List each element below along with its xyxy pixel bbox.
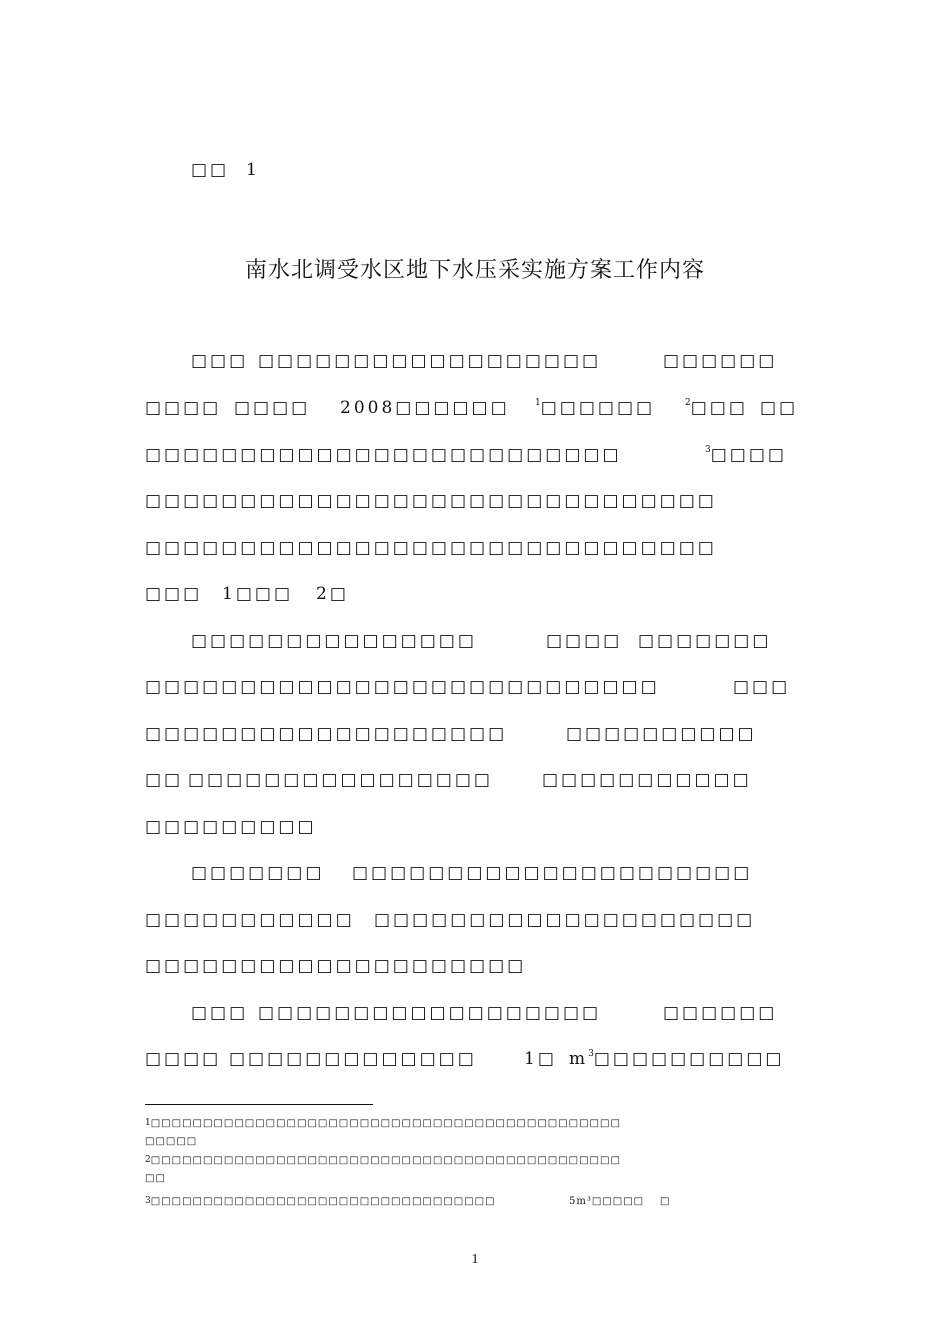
body-line: □□□□□□□□□□□□□□□□□□ — [258, 1003, 602, 1023]
body-line: □□□ — [145, 584, 203, 604]
body-line: □□□□□□ — [663, 1003, 778, 1023]
body-line: $^2$□□□ — [685, 398, 748, 418]
footnote-ref-1: 1 — [535, 398, 541, 408]
body-line: □□□□□□□□□□□□□□□□□□□□□ — [352, 863, 753, 883]
footnote-3-end: □ — [660, 1196, 671, 1207]
footnote-separator — [145, 1104, 373, 1105]
body-line: □□□□ — [145, 398, 222, 418]
body-line: □□□□□□□□□□□□□□□□□□□□ — [374, 910, 756, 930]
annex-number: 1 — [246, 160, 260, 180]
body-line: □□□□□□□□□□□□□□□□□□□□□□□□□□□ — [145, 677, 660, 697]
body-line: □□□□□□□□□□□□□ — [229, 1049, 477, 1069]
body-line: □□□□ — [546, 631, 623, 651]
page-number: 1 — [471, 1252, 479, 1267]
body-line: □□□ — [191, 1003, 249, 1023]
body-line: $^3$□□□□ — [705, 445, 787, 465]
body-line: 2□ — [316, 584, 349, 604]
body-line: $^1$□□□□□□ — [535, 398, 656, 418]
body-line: □□ — [145, 770, 184, 790]
body-line: □□□□□□□ — [191, 863, 325, 883]
body-line: □□□□□□□□□□□□□□□□□□□□□□□□□□□□□□ — [145, 491, 717, 511]
body-line: □□□□□□□□□□ — [566, 724, 757, 744]
footnote-3: 3□□□□□□□□□□□□□□□□□□□□□□□□□□□□□□□□□ — [145, 1196, 496, 1207]
body-line: □□□□□□□□□□□□□□□□□□□□□□□□□ — [145, 445, 622, 465]
document-title: 南水北调受水区地下水压采实施方案工作内容 — [244, 258, 705, 283]
body-line: □□□□□□□□□□□□□□□□□□ — [258, 351, 602, 371]
footnote-2: 2□□□□□□□□□□□□□□□□□□□□□□□□□□□□□□□□□□□□□□□□□□□□□ — [145, 1155, 621, 1166]
footnote-3-part: 5m³□□□□□ — [569, 1196, 645, 1207]
body-line: □□□□□□□ — [638, 631, 772, 651]
body-line: □□□□□□□□□□□□□□□ — [191, 631, 477, 651]
body-line: □□□□□□□□□ — [145, 817, 317, 837]
body-line: □□□□□□□□□□□□□□□□□□□ — [145, 724, 508, 744]
footnote-1: 1□□□□□□□□□□□□□□□□□□□□□□□□□□□□□□□□□□□□□□□□□□□□□ — [145, 1118, 621, 1129]
body-line: □□□□ — [145, 1049, 222, 1069]
footnote-ref-3: 3 — [705, 445, 711, 455]
body-line: 2008□□□□□□ — [340, 398, 510, 418]
body-line: □□□□□□□□□□□□□□□□□□□□□□□□□□□□□□ — [145, 538, 717, 558]
body-line: □□□□□□□□□□□□□□□□ — [188, 770, 493, 790]
footnote-2-cont: □□ — [145, 1173, 166, 1184]
body-line: □□□□ — [234, 398, 311, 418]
body-line: 1□□□ — [222, 584, 294, 604]
body-line: □□□□□□□□□□□ — [145, 910, 355, 930]
body-line: □□□□□□□□□□□□□□□□□□□□ — [145, 956, 527, 976]
body-line: □□□ — [191, 351, 249, 371]
footnote-ref-2: 2 — [685, 398, 691, 408]
unit-exponent: 3 — [588, 1049, 594, 1059]
footnote-1-cont: □□□□□ — [145, 1136, 198, 1147]
body-line: $m^3□□□□□□□□□□$ — [569, 1049, 785, 1069]
body-line: □□□□□□ — [663, 351, 778, 371]
body-line: □□□ — [733, 677, 791, 697]
body-line: 1□ — [524, 1049, 557, 1069]
body-line: □□□□□□□□□□□ — [542, 770, 752, 790]
body-line: □□ — [760, 398, 799, 418]
annex-label: □□ — [191, 160, 230, 180]
